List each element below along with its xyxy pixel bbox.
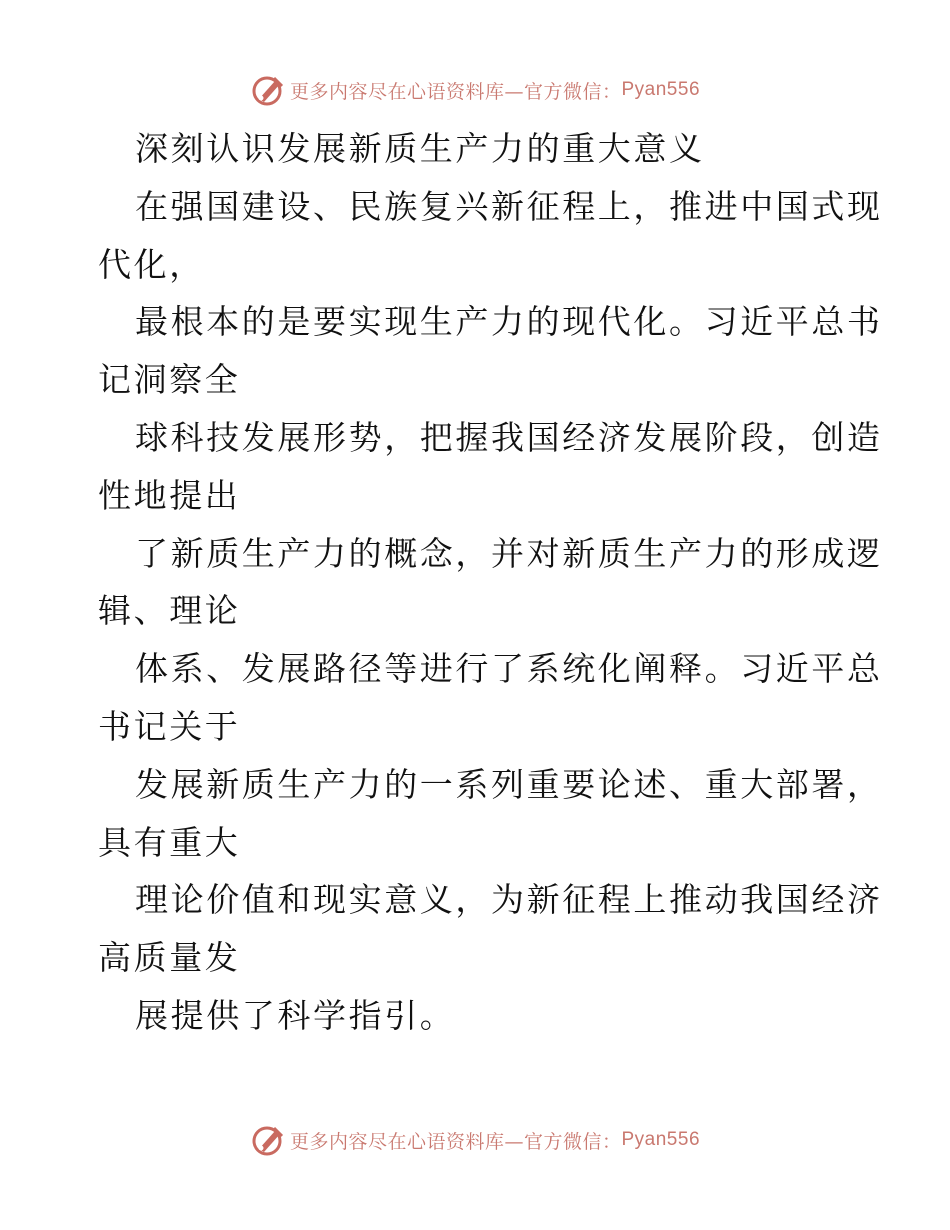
paragraph-line: 体系、发展路径等进行了系统化阐释。习近平总 bbox=[135, 649, 883, 689]
paragraph-line: 代化， bbox=[98, 244, 205, 284]
pen-logo-icon bbox=[250, 72, 286, 108]
paragraph-line: 书记关于 bbox=[98, 706, 241, 746]
paragraph-line: 了新质生产力的概念，并对新质生产力的形成逻 bbox=[135, 533, 883, 573]
header-watermark bbox=[0, 70, 950, 110]
paragraph-line: 性地提出 bbox=[98, 475, 241, 515]
watermark-wechat-id: Pyan556 bbox=[621, 1129, 701, 1150]
paragraph-line: 最根本的是要实现生产力的现代化。习近平总书 bbox=[135, 302, 883, 342]
paragraph-line: 高质量发 bbox=[98, 938, 241, 978]
paragraph-line: 理论价值和现实意义，为新征程上推动我国经济 bbox=[135, 880, 883, 920]
paragraph-line: 辑、理论 bbox=[98, 591, 241, 631]
paragraph-line: 球科技发展形势，把握我国经济发展阶段，创造 bbox=[135, 417, 883, 457]
document-title: 深刻认识发展新质生产力的重大意义 bbox=[135, 129, 705, 168]
paragraph-line: 记洞察全 bbox=[98, 360, 241, 400]
paragraph-line: 发展新质生产力的一系列重要论述、重大部署， bbox=[135, 764, 883, 804]
footer-watermark bbox=[0, 1120, 950, 1160]
paragraph-line: 具有重大 bbox=[98, 822, 241, 862]
watermark-text: 更多内容尽在心语资料库—官方微信： bbox=[289, 1130, 622, 1153]
paragraph-line: 展提供了科学指引。 bbox=[135, 995, 456, 1035]
watermark-text: 更多内容尽在心语资料库—官方微信： bbox=[289, 80, 622, 103]
watermark-wechat-id: Pyan556 bbox=[621, 79, 701, 100]
document-body bbox=[98, 120, 883, 1045]
paragraph-line: 在强国建设、民族复兴新征程上，推进中国式现 bbox=[135, 186, 883, 226]
pen-logo-icon bbox=[250, 1122, 286, 1158]
